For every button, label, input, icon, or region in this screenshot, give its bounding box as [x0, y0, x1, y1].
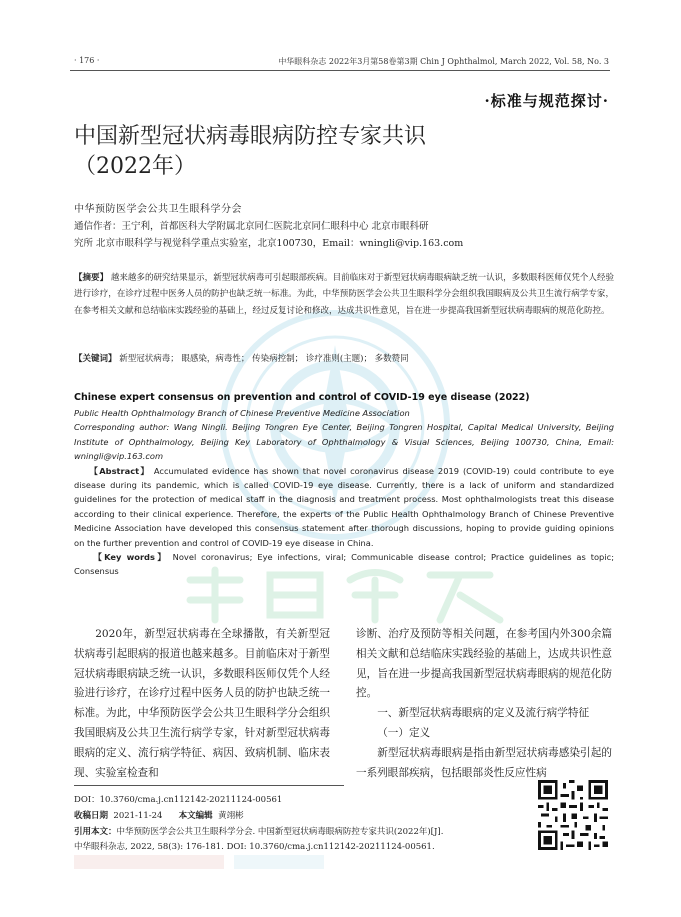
header-rule [70, 70, 610, 71]
editor-name: 黄翊彬 [218, 811, 244, 821]
en-abstract-block [74, 406, 614, 579]
title-line-1: 中国新型冠状病毒眼病防控专家共识 [74, 124, 427, 149]
doi[interactable]: DOI：10.3760/cma.j.cn112142-20211124-00561 [74, 795, 283, 805]
cn-abstract-text: 越来越多的研究结果显示，新型冠状病毒可引起眼部疾病。目前临床对于新型冠状病毒眼病缺乏统一认识，多数眼科医师仅凭个人经验进行诊疗，在诊疗过程中医务人员的防护也缺乏统一标准。为此，中华预防医学会公共卫生眼科学分会组织我国眼病及公共卫生流行病学专家，在参考相关文献和总结临床实践经验的基础上，经过反复讨论和修改，达成共识性意见，旨在进一步提高我国新型冠状病毒眼病的规范化防控。 [74, 273, 614, 316]
section-heading-1: 一、新型冠状病毒眼病的定义及流行病学特征 [377, 707, 590, 720]
received-row [74, 809, 244, 823]
body-column-1 [74, 625, 330, 783]
en-keywords [74, 550, 614, 579]
citation-line-2: 中华眼科杂志, 2022, 58(3): 176-181. DOI: 10.3760/cma.j.cn112142-20211124-00561. [74, 842, 435, 852]
title-line-2: （2022年） [74, 154, 196, 179]
journal-header: 中华眼科杂志 2022年3月第58卷第3期 Chin J Ophthalmol, March 2022, Vol. 58, No. 3 [278, 57, 609, 66]
correspondence-line-2: 究所 北京市眼科学与视觉科学重点实验室，北京100730，Email：wningli@vip.163.com [74, 238, 464, 249]
qr-code-icon[interactable] [538, 780, 608, 850]
cn-abstract-label: 【摘要】 [74, 273, 109, 283]
en-abstract-text: Accumulated evidence has shown that novel coronavirus disease 2019 (COVID-19) could contribute to eye disease during its pandemic, which is called COVID-19 eye disease. Currently, there is a lack of uniform and standardized guidelines for the protection of medical staff in the diagnosis and treatment process. Most ophthalmologists treat this disease according to their clinical experience. Therefore, the experts of the Public Health Ophthalmology Branch of Chinese Preventive Medicine Association have developed this consensus statement after thorough discussions, hoping to provide guiding opinions on the further prevention and control of COVID-19 eye disease in China. [74, 465, 614, 548]
footer-watermark [74, 852, 334, 872]
en-abstract [74, 464, 614, 550]
section-tag: ·标准与规范探讨· [484, 92, 609, 110]
en-correspondence: Corresponding author: Wang Ningli. Beijing Tongren Eye Center, Beijing Tongren Hospital, Capital Medical University, Beijing Institute of Ophthalmology, Beijing Key Laboratory of Ophthalmology & Visual Sciences, Beijing 100730, China, Email: wningli@vip.163.com [74, 422, 614, 462]
editor-label: 本文编辑 [178, 811, 213, 821]
correspondence [74, 218, 614, 252]
correspondence-line-1: 通信作者：王宁利，首都医科大学附属北京同仁医院北京同仁眼科中心 北京市眼科研 [74, 221, 429, 232]
page-number: · 176 · [74, 56, 100, 65]
body-paragraph-2: 诊断、治疗及预防等相关问题，在参考国内外300余篇相关文献和总结临床实践经验的基础上，达成共识性意见，旨在进一步提高我国新型冠状病毒眼病的规范化防控。 [356, 628, 612, 700]
en-title: Chinese expert consensus on prevention and control of COVID-19 eye disease (2022) [74, 392, 530, 403]
section-heading-2: （一）定义 [377, 726, 431, 739]
author: 中华预防医学会公共卫生眼科学分会 [74, 204, 242, 215]
en-keywords-text: Novel coronavirus; Eye infections, viral; Communicable disease control; Practice guidelines as topic; Consensus [74, 552, 614, 577]
citation [74, 825, 534, 839]
citation-label: 引用本文： [74, 827, 117, 837]
cn-abstract [74, 270, 614, 319]
body-paragraph-3: 新型冠状病毒眼病是指由新型冠状病毒感染引起的一系列眼部疾病，包括眼部炎性反应性病 [356, 746, 612, 779]
cn-keywords-text: 新型冠状病毒； 眼感染，病毒性； 传染病控制； 诊疗准则(主题)； 多数赞同 [116, 354, 409, 364]
cn-keywords [74, 351, 614, 367]
en-keywords-label: 【Key words】 [93, 552, 168, 563]
received-date: 2021-11-24 [113, 811, 163, 821]
footer-rule [74, 785, 344, 786]
cn-keywords-label: 【关键词】 [74, 354, 117, 364]
citation-text: 中华预防医学会公共卫生眼科学分会. 中国新型冠状病毒眼病防控专家共识(2022年)[J]. [116, 827, 444, 837]
article-title [74, 122, 594, 182]
en-abstract-label: 【Abstract】 [89, 465, 150, 476]
received-label: 收稿日期 [74, 811, 109, 821]
body-paragraph-1: 2020年，新型冠状病毒在全球播散，有关新型冠状病毒引起眼病的报道也越来越多。目前临床对于新型冠状病毒眼病缺乏统一认识，多数眼科医师仅凭个人经验进行诊疗，在诊疗过程中医务人员的防护也缺乏统一标准。为此，中华预防医学会公共卫生眼科学分会组织我国眼病及公共卫生流行病学专家，针对新型冠状病毒眼病的定义、流行病学特征、病因、致病机制、临床表现、实验室检查和 [74, 628, 330, 779]
en-author: Public Health Ophthalmology Branch of Chinese Preventive Medicine Association [74, 408, 410, 418]
body-column-2 [356, 625, 612, 783]
